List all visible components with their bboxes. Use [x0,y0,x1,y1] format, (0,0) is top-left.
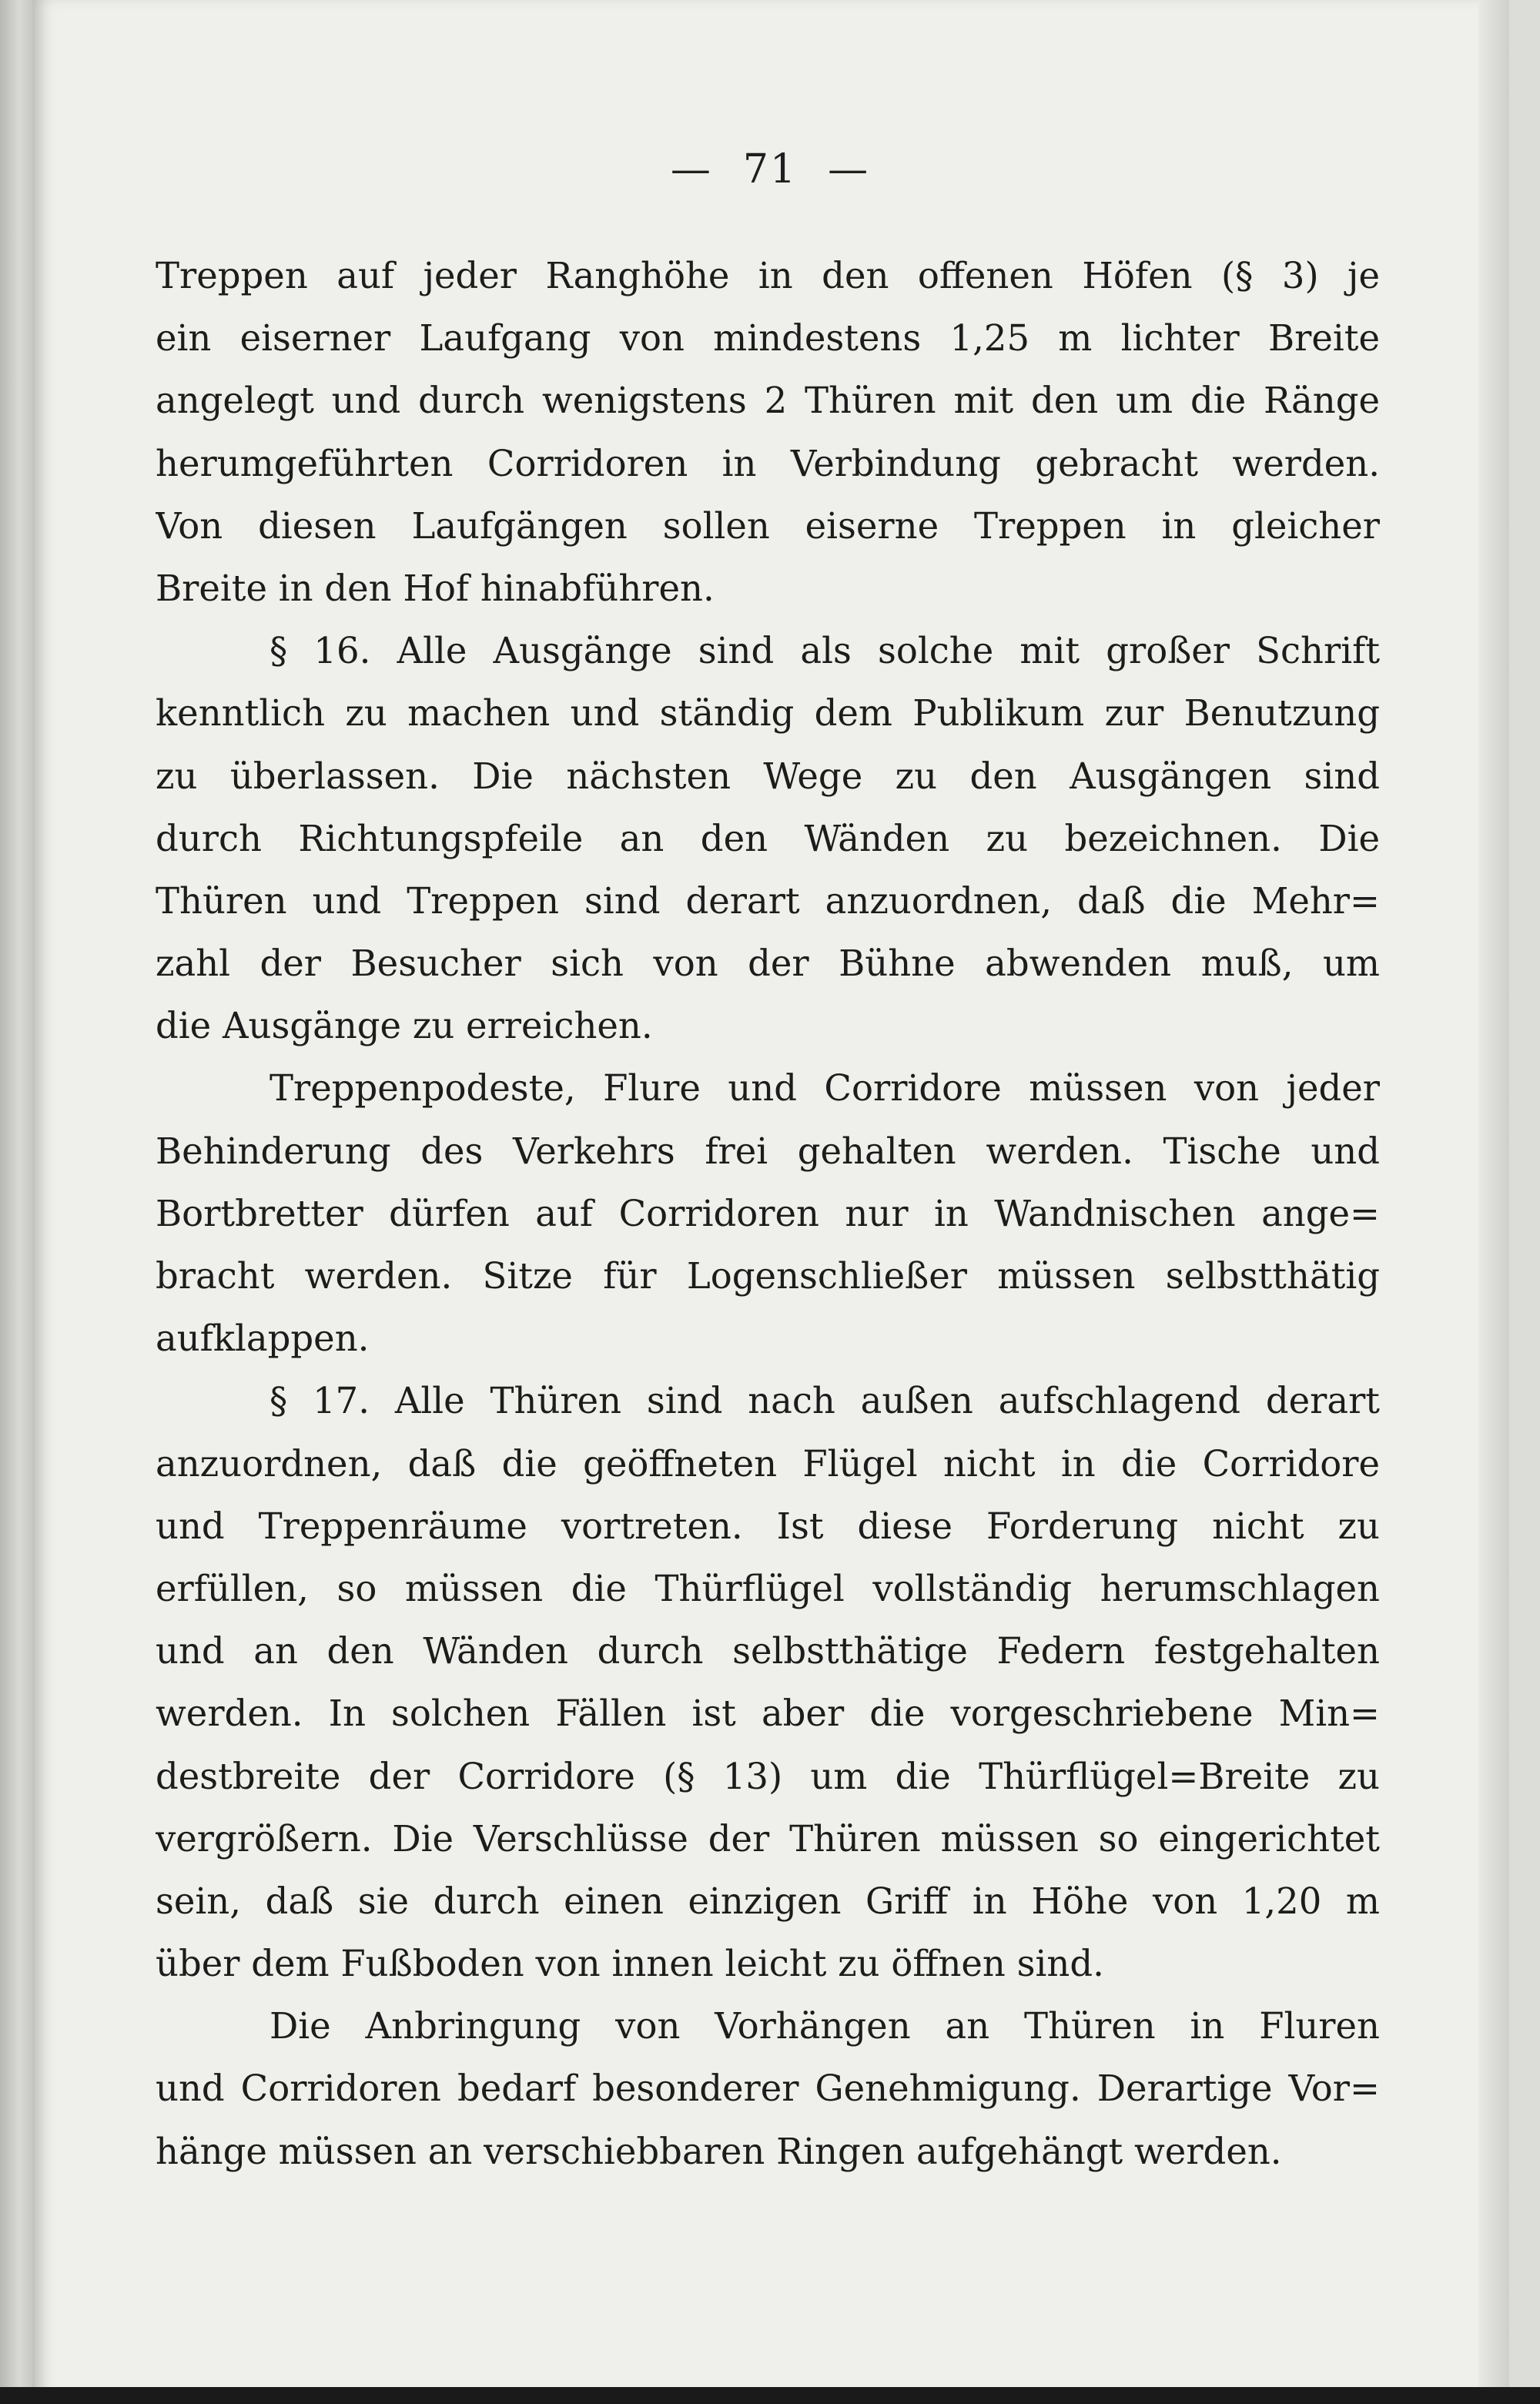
scan-bottom-border [0,2387,1540,2404]
text-line: Bortbretter dürfen auf Corridoren nur in Wandnischen ange= [156,1192,1380,1234]
text-line: aufklappen. [156,1318,370,1360]
text-line: anzuordnen, daß die geöffneten Flügel nicht in die Corridore [156,1442,1380,1485]
text-line: Thüren und Treppen sind derart anzuordnen, daß die Mehr= [156,879,1380,922]
text-line: hänge müssen an verschiebbaren Ringen aufgehängt werden. [156,2130,1282,2172]
page-number: 71 [742,146,798,193]
text-line: werden. In solchen Fällen ist aber die vorgeschriebene Min= [156,1693,1380,1735]
text-line: und Corridoren bedarf besonderer Genehmigung. Derartige Vor= [156,2068,1380,2110]
text-line: durch Richtungspfeile an den Wänden zu bezeichnen. Die [156,817,1380,859]
text-line: zahl der Besucher sich von der Bühne abwenden muß, um [156,943,1380,985]
text-line: Die Anbringung von Vorhängen an Thüren in Fluren [270,2005,1380,2047]
text-line: § 16. Alle Ausgänge sind als solche mit großer Schrift [270,630,1380,672]
text-line: die Ausgänge zu erreichen. [156,1005,653,1047]
text-line: bracht werden. Sitze für Logenschließer müssen selbstthätig [156,1255,1380,1297]
page-left-edge [0,0,32,2404]
page-right-edge [1478,0,1509,2404]
body-text [156,245,1380,2183]
text-line: kenntlich zu machen und ständig dem Publikum zur Benutzung [156,692,1380,735]
text-line: angelegt und durch wenigstens 2 Thüren mit den um die Ränge [156,380,1380,422]
text-line: § 17. Alle Thüren sind nach außen aufschlagend derart [270,1380,1380,1422]
text-line: Behinderung des Verkehrs frei gehalten werden. Tische und [156,1130,1380,1172]
text-line: und Treppenräume vortreten. Ist diese Forderung nicht zu [156,1505,1380,1547]
text-line: vergrößern. Die Verschlüsse der Thüren müssen so eingerichtet [156,1817,1380,1860]
text-line: erfüllen, so müssen die Thürflügel vollständig herumschlagen [156,1567,1380,1609]
text-line: über dem Fußboden von innen leicht zu öffnen sind. [156,1943,1104,1985]
text-line: Treppenpodeste, Flure und Corridore müssen von jeder [270,1067,1380,1110]
page-header [0,146,1540,193]
text-line: herumgeführten Corridoren in Verbindung gebracht werden. [156,442,1380,484]
text-line: und an den Wänden durch selbstthätige Federn festgehalten [156,1630,1380,1672]
text-line: Von diesen Laufgängen sollen eiserne Treppen in gleicher [156,504,1380,547]
text-line: sein, daß sie durch einen einzigen Griff in Höhe von 1,20 m [156,1880,1380,1922]
text-line: ein eiserner Laufgang von mindestens 1,25 m lichter Breite [156,317,1380,360]
text-line: destbreite der Corridore (§ 13) um die Thürflügel=Breite zu [156,1755,1380,1797]
text-line: zu überlassen. Die nächsten Wege zu den Ausgängen sind [156,755,1380,797]
text-line: Treppen auf jeder Ranghöhe in den offenen Höfen (§ 3) je [156,255,1380,296]
header-dash-right: — [828,146,870,193]
text-line: Breite in den Hof hinabführen. [156,567,715,609]
header-dash-left: — [670,146,712,193]
